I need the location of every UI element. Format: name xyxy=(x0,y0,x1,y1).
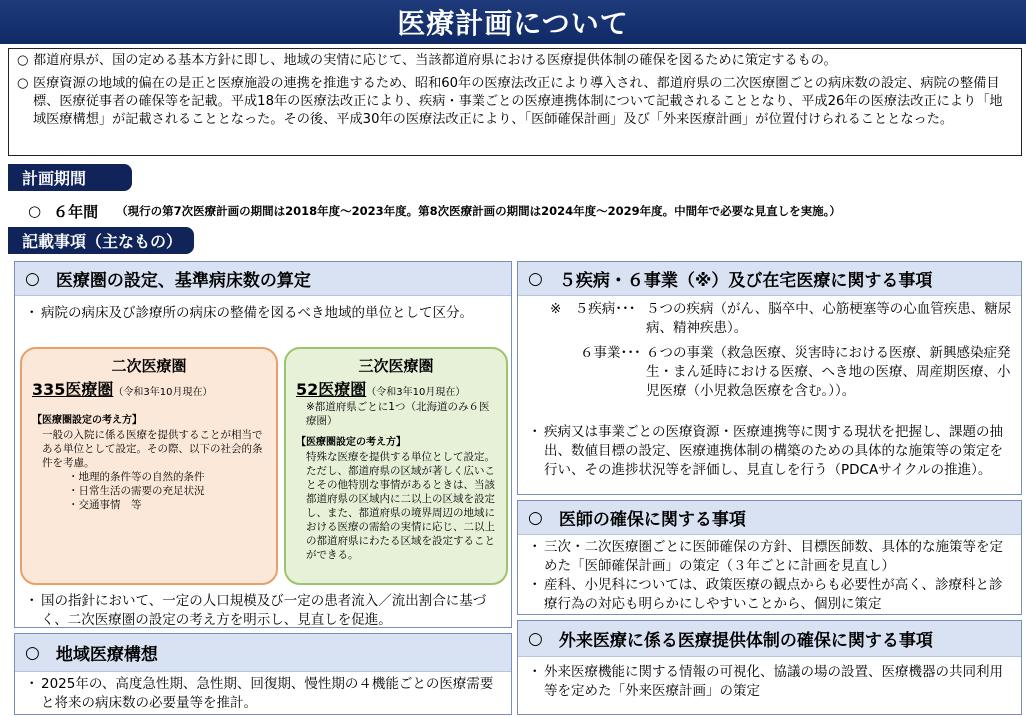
diseases-header xyxy=(518,262,1021,296)
six-projects-head: ６事業･･･ xyxy=(580,345,641,361)
medical-zone-footer: ・ 国の指針において、一定の人口規模及び一定の患者流入／流出割合に基づく、二次医療圏の設定の考え方を明示し、見直しを促進。 xyxy=(25,593,487,628)
regional-vision-desc: ・ 2025年の、高度急性期、急性期、回復期、慢性期の４機能ごとの医療需要と将来の病床数の必要量等を推計。 xyxy=(25,676,494,711)
diseases-desc: ・ 疾病又は事業ごとの医療資源・医療連携等に関する現状を把握し、課題の抽出、数値目標の設定、医療連携体制の構築のための具体的な施策等の策定を行い、その進捗状況等を評価し、見直しを行う（PDCAサイクルの推進）。 xyxy=(528,424,1003,478)
medical-zone-desc: ・ 病院の病床及び診療所の病床の整備を図るべき地域的単位として区分。 xyxy=(25,305,473,321)
secondary-concept-title: 【医療圏設定の考え方】 xyxy=(32,415,142,426)
secondary-factor: ・日常生活の需要の充足状況 xyxy=(68,485,205,497)
regional-vision-header xyxy=(15,634,511,672)
circle-mark: ○ xyxy=(528,268,543,289)
main-items-label: 記載事項（主なもの） xyxy=(8,227,194,254)
intro-text-1: 都道府県が、国の定める基本方針に即し、地域の実情に応じて、当該都道府県における医療提供体制の確保を図るために策定するもの。 xyxy=(33,53,837,68)
circle-mark: ○ xyxy=(25,268,40,289)
plan-period-label: 計画期間 xyxy=(8,164,132,191)
outpatient-panel xyxy=(517,620,1022,715)
circle-mark: ○ xyxy=(17,53,29,68)
medical-zone-header xyxy=(15,262,511,296)
tertiary-concept-text: 特殊な医療を提供する単位として設定。ただし、都道府県の区域が著しく広いことその他特別な事情があるときは、当該都道府県の区域内に二以上の区域を設定し、また、都道府県の境界周辺の地域における医療の需給の実情に応じ、二以上の都道府県にわたる区域を設定することができる。 xyxy=(306,451,495,561)
regional-vision-panel xyxy=(14,633,512,715)
plan-period-years: ６年間 xyxy=(53,202,99,221)
secondary-factor: ・交通事情 等 xyxy=(68,499,142,511)
circle-mark: ○ xyxy=(28,202,42,220)
intro-paragraph-2 xyxy=(17,75,1013,129)
plan-period-note: （現行の第7次医療計画の期間は2018年度～2023年度。第8次医療計画の期間は2024年度～2029年度。中間年で必要な見直しを実施。） xyxy=(116,204,841,218)
doctor-securing-header xyxy=(518,501,1021,535)
secondary-concept-text: 一般の入院に係る医療を提供することが相当である単位として設定。その際、以下の社会的条件を考慮。 xyxy=(42,429,263,469)
circle-mark: ○ xyxy=(25,642,40,663)
circle-mark: ○ xyxy=(17,76,29,91)
doctor-securing-panel xyxy=(517,500,1022,615)
diseases-panel xyxy=(517,261,1022,495)
intro-box xyxy=(8,48,1022,156)
tertiary-concept-title: 【医療圏設定の考え方】 xyxy=(296,437,406,448)
intro-text-2: 医療資源の地域的偏在の是正と医療施設の連携を推進するため、昭和60年の医療法改正により導入され、都道府県の二次医療圏ごとの病床数の設定、病院の整備目標、医療従事者の確保等を記載。平成18年の医療法改正により、疾病・事業ごとの医療連携体制について記載されることとなり、平成26年の医療法改正により「地域医療構想」が記載されることとなった。その後、平成30年の医療法改正により、「医師確保計画」及び「外来医療計画」が位置付けられることとなった。 xyxy=(33,76,1003,127)
secondary-zone-count: 335医療圏（令和3年10月現在） xyxy=(32,380,213,399)
tertiary-zone-detail: ※都道府県ごとに1つ（北海道のみ６医療圏） xyxy=(306,401,490,427)
outpatient-title: 外来医療に係る医療提供体制の確保に関する事項 xyxy=(558,631,933,651)
tertiary-zone-count: 52医療圏（令和3年10月現在） xyxy=(296,380,466,399)
medical-zone-title: 医療圏の設定、基準病床数の算定 xyxy=(55,271,311,291)
five-diseases-text: ５つの疾病（がん、脳卒中、心筋梗塞等の心血管疾患、糖尿病、精神疾患）。 xyxy=(646,301,1012,336)
outpatient-desc: ・ 外来医療機能に関する情報の可視化、協議の場の設置、医療機器の共同利用等を定めた「外来医療計画」の策定 xyxy=(528,664,1003,699)
regional-vision-title: 地域医療構想 xyxy=(55,645,158,665)
tertiary-zone-title: 三次医療圏 xyxy=(358,357,434,375)
circle-mark: ○ xyxy=(528,628,543,649)
outpatient-header xyxy=(518,621,1021,657)
doctor-securing-desc-2: ・ 産科、小児科については、政策医療の観点からも必要性が高く、診療科と診療行為の対応も明らかにしやすいことから、個別に策定 xyxy=(528,577,1003,612)
five-diseases xyxy=(518,300,1013,340)
intro-paragraph-1 xyxy=(17,52,1013,70)
six-projects xyxy=(518,344,1013,420)
plan-period-line xyxy=(28,200,1018,222)
page-title: 医療計画について xyxy=(0,0,1026,44)
diseases-title: ５疾病・６事業（※）及び在宅医療に関する事項 xyxy=(558,271,933,291)
tertiary-zone-box xyxy=(284,347,508,585)
medical-zone-panel xyxy=(14,261,512,628)
secondary-zone-box xyxy=(20,347,278,585)
circle-mark: ○ xyxy=(528,507,543,528)
doctor-securing-title: 医師の確保に関する事項 xyxy=(558,510,746,530)
secondary-zone-title: 二次医療圏 xyxy=(111,357,187,375)
six-projects-text: ６つの事業（救急医療、災害時における医療、新興感染症発生・まん延時における医療、へき地の医療、周産期医療、小児医療（小児救急医療を含む。））。 xyxy=(646,345,1011,399)
doctor-securing-desc-1: ・ 三次・二次医療圏ごとに医師確保の方針、目標医師数、具体的な施策等を定めた「医師確保計画」の策定（３年ごとに計画を見直し） xyxy=(528,539,1003,574)
secondary-factor: ・地理的条件等の自然的条件 xyxy=(68,471,205,483)
five-diseases-head: ※ ５疾病･･･ xyxy=(550,301,636,317)
